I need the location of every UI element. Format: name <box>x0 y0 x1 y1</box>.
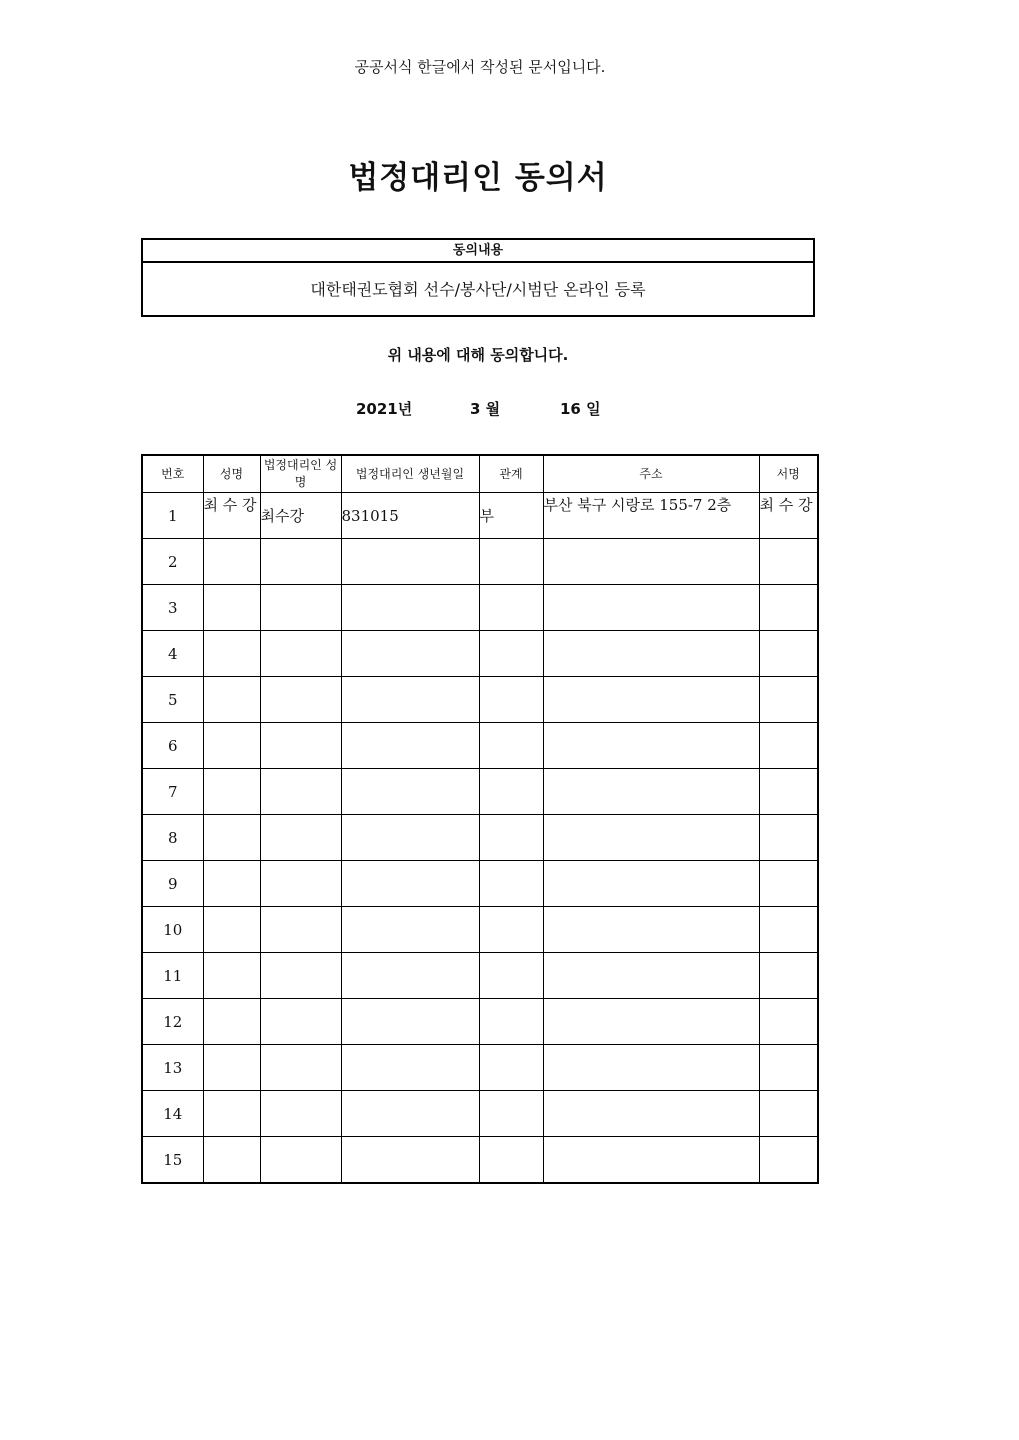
table-row <box>142 539 818 585</box>
cell-name[interactable]: 최 수 강 <box>203 493 260 539</box>
header-signature: 서명 <box>759 455 818 493</box>
cell-relation[interactable] <box>479 907 543 953</box>
cell-signature[interactable] <box>759 1091 818 1137</box>
cell-signature[interactable] <box>759 539 818 585</box>
cell-relation[interactable] <box>479 631 543 677</box>
cell-no: 10 <box>142 907 203 953</box>
cell-guardian-birth[interactable] <box>341 585 479 631</box>
cell-guardian-name[interactable] <box>260 861 341 907</box>
cell-name[interactable] <box>203 1091 260 1137</box>
cell-relation[interactable] <box>479 1137 543 1184</box>
cell-address[interactable] <box>543 1045 759 1091</box>
cell-signature[interactable] <box>759 631 818 677</box>
cell-address[interactable] <box>543 677 759 723</box>
table-header-row <box>142 455 818 493</box>
cell-relation[interactable] <box>479 677 543 723</box>
cell-address[interactable] <box>543 861 759 907</box>
document-title: 법정대리인 동의서 <box>348 160 608 196</box>
cell-signature[interactable] <box>759 861 818 907</box>
cell-name[interactable] <box>203 723 260 769</box>
table-row <box>142 907 818 953</box>
cell-signature[interactable] <box>759 1137 818 1184</box>
cell-guardian-name[interactable] <box>260 677 341 723</box>
cell-signature[interactable] <box>759 1045 818 1091</box>
cell-address[interactable] <box>543 953 759 999</box>
cell-no: 14 <box>142 1091 203 1137</box>
table-row <box>142 585 818 631</box>
cell-guardian-name[interactable] <box>260 723 341 769</box>
cell-guardian-birth[interactable] <box>341 769 479 815</box>
cell-name[interactable] <box>203 999 260 1045</box>
cell-relation[interactable] <box>479 1045 543 1091</box>
table-row <box>142 1137 818 1184</box>
cell-address[interactable]: 부산 북구 시랑로 155-7 2층 <box>543 493 759 539</box>
cell-guardian-name[interactable] <box>260 1045 341 1091</box>
cell-signature[interactable] <box>759 953 818 999</box>
table-row <box>142 815 818 861</box>
header-guardian-birth: 법정대리인 생년월일 <box>341 455 479 493</box>
cell-guardian-birth[interactable] <box>341 999 479 1045</box>
cell-address[interactable] <box>543 907 759 953</box>
header-note: 공공서식 한글에서 작성된 문서입니다. <box>354 58 606 76</box>
cell-name[interactable] <box>203 1045 260 1091</box>
table-row <box>142 1045 818 1091</box>
consent-heading: 동의내용 <box>143 240 813 263</box>
table-row <box>142 1091 818 1137</box>
cell-signature[interactable] <box>759 677 818 723</box>
cell-name[interactable] <box>203 861 260 907</box>
cell-guardian-birth[interactable] <box>341 1091 479 1137</box>
cell-guardian-birth[interactable] <box>341 1137 479 1184</box>
cell-relation[interactable] <box>479 999 543 1045</box>
cell-guardian-birth[interactable] <box>341 539 479 585</box>
table-row <box>142 999 818 1045</box>
cell-relation[interactable] <box>479 815 543 861</box>
cell-address[interactable] <box>543 1137 759 1184</box>
registration-table <box>141 454 819 1184</box>
cell-guardian-name[interactable] <box>260 631 341 677</box>
cell-guardian-name[interactable] <box>260 953 341 999</box>
date-year: 2021년 <box>356 400 413 418</box>
cell-guardian-name[interactable] <box>260 585 341 631</box>
cell-guardian-birth[interactable] <box>341 631 479 677</box>
cell-address[interactable] <box>543 723 759 769</box>
cell-name[interactable] <box>203 677 260 723</box>
cell-relation[interactable] <box>479 723 543 769</box>
header-no: 번호 <box>142 455 203 493</box>
cell-guardian-name[interactable] <box>260 907 341 953</box>
cell-no: 1 <box>142 493 203 539</box>
consent-body: 대한태권도협회 선수/봉사단/시범단 온라인 등록 <box>310 280 646 299</box>
date-month: 3 월 <box>470 400 501 418</box>
cell-name[interactable] <box>203 539 260 585</box>
cell-guardian-name[interactable] <box>260 1137 341 1184</box>
cell-guardian-birth[interactable] <box>341 953 479 999</box>
cell-no: 15 <box>142 1137 203 1184</box>
cell-relation[interactable]: 부 <box>479 493 543 539</box>
cell-address[interactable] <box>543 585 759 631</box>
cell-address[interactable] <box>543 631 759 677</box>
cell-address[interactable] <box>543 999 759 1045</box>
cell-no: 3 <box>142 585 203 631</box>
cell-no: 11 <box>142 953 203 999</box>
cell-name[interactable] <box>203 585 260 631</box>
cell-guardian-name[interactable] <box>260 999 341 1045</box>
cell-guardian-birth[interactable] <box>341 861 479 907</box>
cell-address[interactable] <box>543 1091 759 1137</box>
cell-no: 6 <box>142 723 203 769</box>
header-address: 주소 <box>543 455 759 493</box>
cell-guardian-birth[interactable] <box>341 907 479 953</box>
header-guardian-name: 법정대리인 성명 <box>260 455 341 493</box>
cell-no: 2 <box>142 539 203 585</box>
header-relation: 관계 <box>479 455 543 493</box>
cell-no: 9 <box>142 861 203 907</box>
table-row <box>142 677 818 723</box>
cell-relation[interactable] <box>479 539 543 585</box>
cell-address[interactable] <box>543 815 759 861</box>
table-row <box>142 953 818 999</box>
cell-guardian-name[interactable] <box>260 815 341 861</box>
cell-no: 12 <box>142 999 203 1045</box>
cell-no: 13 <box>142 1045 203 1091</box>
cell-guardian-name[interactable]: 최수강 <box>260 493 341 539</box>
cell-guardian-name[interactable] <box>260 1091 341 1137</box>
cell-no: 7 <box>142 769 203 815</box>
cell-guardian-birth[interactable] <box>341 1045 479 1091</box>
cell-signature[interactable] <box>759 815 818 861</box>
cell-relation[interactable] <box>479 861 543 907</box>
cell-guardian-birth[interactable] <box>341 723 479 769</box>
consent-box <box>141 238 815 317</box>
table-row <box>142 493 818 539</box>
table-row <box>142 861 818 907</box>
cell-no: 8 <box>142 815 203 861</box>
cell-name[interactable] <box>203 815 260 861</box>
cell-address[interactable] <box>543 539 759 585</box>
cell-guardian-birth[interactable]: 831015 <box>341 493 479 539</box>
cell-guardian-name[interactable] <box>260 769 341 815</box>
cell-address[interactable] <box>543 769 759 815</box>
cell-no: 5 <box>142 677 203 723</box>
header-name: 성명 <box>203 455 260 493</box>
agree-statement: 위 내용에 대해 동의합니다. <box>387 346 569 364</box>
cell-signature[interactable] <box>759 769 818 815</box>
cell-name[interactable] <box>203 631 260 677</box>
date-day: 16 일 <box>560 400 601 418</box>
cell-guardian-birth[interactable] <box>341 677 479 723</box>
cell-name[interactable] <box>203 769 260 815</box>
cell-relation[interactable] <box>479 1091 543 1137</box>
table-row <box>142 769 818 815</box>
cell-guardian-name[interactable] <box>260 539 341 585</box>
cell-relation[interactable] <box>479 769 543 815</box>
cell-guardian-birth[interactable] <box>341 815 479 861</box>
cell-signature[interactable]: 최 수 강 <box>759 493 818 539</box>
cell-name[interactable] <box>203 907 260 953</box>
cell-signature[interactable] <box>759 723 818 769</box>
table-row <box>142 723 818 769</box>
cell-name[interactable] <box>203 953 260 999</box>
cell-name[interactable] <box>203 1137 260 1184</box>
table-row <box>142 631 818 677</box>
cell-signature[interactable] <box>759 585 818 631</box>
cell-no: 4 <box>142 631 203 677</box>
cell-signature[interactable] <box>759 907 818 953</box>
cell-signature[interactable] <box>759 999 818 1045</box>
cell-relation[interactable] <box>479 585 543 631</box>
cell-relation[interactable] <box>479 953 543 999</box>
